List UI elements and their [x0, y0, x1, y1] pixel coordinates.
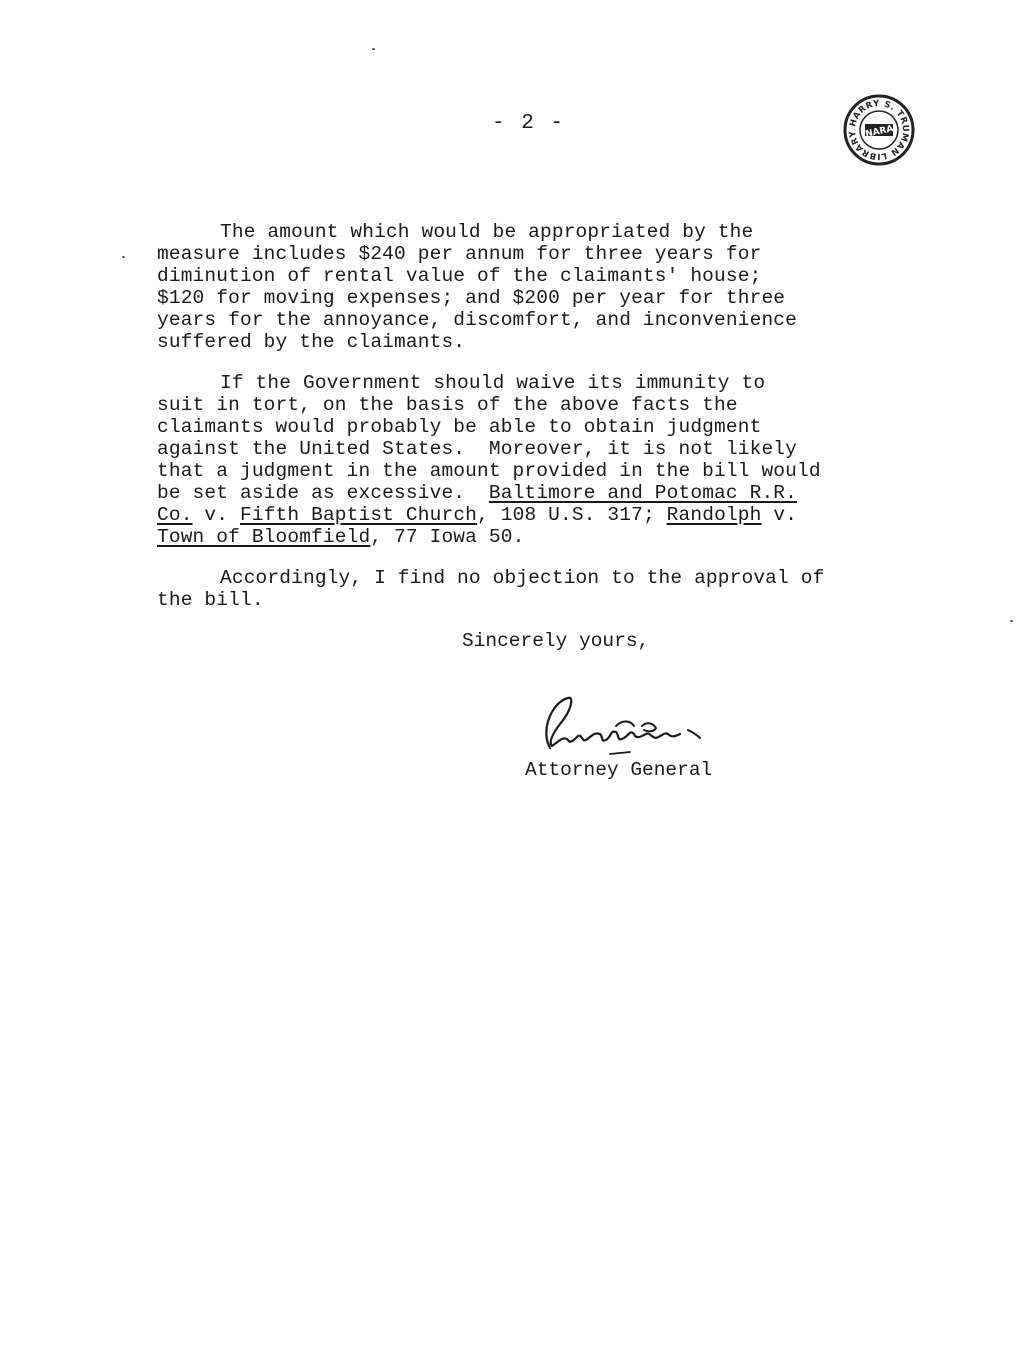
paragraph3-line: Accordingly, I find no objection to the approval of	[220, 567, 825, 589]
paragraph1-line: suffered by the claimants.	[157, 331, 466, 353]
case-citation: Randolph	[666, 504, 762, 526]
paragraph2-line: that a judgment in the amount provided in the bill would	[157, 460, 821, 482]
handwritten-signature	[530, 690, 730, 760]
line-text: be set aside as excessive.	[157, 482, 489, 504]
paragraph1-line: $120 for moving expenses; and $200 per year for three	[157, 287, 786, 309]
paragraph2-line: suit in tort, on the basis of the above facts the	[157, 394, 738, 416]
svg-text:HARRY S. TRUMAN LIBRARY: HARRY S. TRUMAN LIBRARY	[847, 98, 911, 162]
paragraph2-line: against the United States. Moreover, it is not likely	[157, 438, 798, 460]
case-citation: Town of Bloomfield	[157, 526, 371, 548]
paragraph1-line: The amount which would be appropriated by the	[220, 221, 754, 243]
versus-text: v.	[192, 504, 240, 526]
paragraph2-line: claimants would probably be able to obtain judgment	[157, 416, 762, 438]
paragraph2-line	[157, 526, 524, 548]
paragraph2-line	[157, 504, 797, 526]
paragraph3-line: the bill.	[157, 589, 264, 611]
ink-speck	[1010, 620, 1013, 622]
library-seal-stamp	[843, 94, 915, 166]
paragraph2-line	[157, 482, 797, 504]
ink-speck	[372, 48, 375, 50]
signatory-title: Attorney General	[525, 759, 713, 781]
citation-reference: , 108 U.S. 317;	[477, 504, 667, 526]
paragraph1-line: diminution of rental value of the claimants' house;	[157, 265, 762, 287]
citation-reference: , 77 Iowa 50.	[370, 526, 525, 548]
ink-speck	[122, 256, 125, 258]
paragraph1-line: years for the annoyance, discomfort, and inconvenience	[157, 309, 798, 331]
case-citation: Baltimore and Potomac R.R.	[488, 482, 798, 504]
case-citation: Fifth Baptist Church	[239, 504, 478, 526]
svg-text:NARA: NARA	[864, 124, 895, 140]
versus-text: v.	[761, 504, 798, 526]
case-citation: Co.	[157, 504, 193, 526]
paragraph1-line: measure includes $240 per annum for three years for	[157, 243, 762, 265]
page-number: - 2 -	[492, 112, 566, 135]
closing-salutation: Sincerely yours,	[462, 630, 650, 652]
paragraph2-line: If the Government should waive its immunity to	[220, 372, 766, 394]
